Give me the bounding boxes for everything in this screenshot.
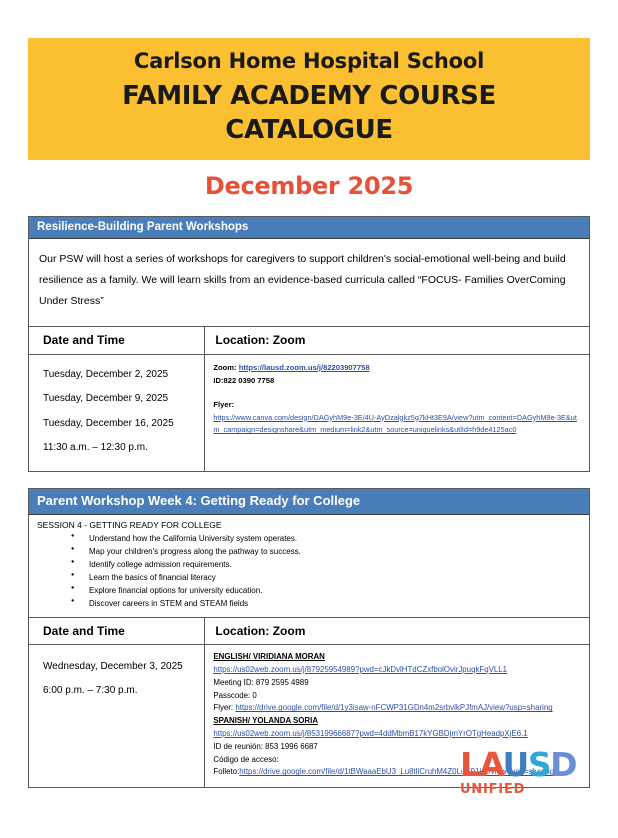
section2-header: Parent Workshop Week 4: Getting Ready for College bbox=[29, 489, 589, 515]
spanish-zoom-link-row bbox=[213, 728, 581, 741]
section2-date-header: Date and Time bbox=[29, 618, 204, 646]
catalogue-title: FAMILY ACADEMY COURSE CATALOGUE bbox=[122, 81, 496, 146]
month-year-subtitle: December 2025 bbox=[204, 171, 414, 200]
list-item: ● Understand how the California University system operates. bbox=[89, 533, 581, 546]
spanish-flyer-link[interactable]: https://drive.google.com/file/d/1tBWaaaEbU3_Lu8tliCruhM4Z0LuE91kK/view?usp=sharing bbox=[239, 767, 555, 777]
list-item: ● Explore financial options for university education. bbox=[89, 585, 581, 598]
section2-location-header: Location: Zoom bbox=[205, 618, 589, 646]
spanish-zoom-link[interactable]: https://us02web.zoom.us/j/85319966687?pwd=4ddMbmB17kYGBDjmYrOTgHeadpXjE6.1 bbox=[213, 728, 528, 738]
spanish-flyer-label: Folleto: bbox=[213, 767, 240, 777]
english-flyer-label: Flyer: bbox=[213, 703, 234, 713]
spanish-meeting-id: ID de reunión: 853 1996 6687 bbox=[213, 741, 318, 751]
english-flyer-link[interactable]: https://drive.google.com/file/d/1y3isaw-nFCWP31GDn4m2srbvlkPJfmAJ/view?usp=sharing bbox=[235, 703, 553, 713]
english-passcode: Passcode: 0 bbox=[213, 690, 257, 700]
session-objectives-list bbox=[37, 533, 581, 611]
section1-header: Resilience-Building Parent Workshops bbox=[29, 217, 589, 239]
section2-date-column bbox=[29, 618, 205, 788]
flyer-link[interactable]: https://www.canva.com/design/DAGyhM9e-3E/4U-AyDzalgkz5g7kHt3E9A/view?utm_content=DAGyhM9e-3E&utm_campaign=designshare&utm_medium=link2&utm_source=uniquelinks&utlId=h9de4125ac0 bbox=[213, 412, 577, 435]
list-item: ● Map your children's progress along the pathway to success. bbox=[89, 546, 581, 559]
section2-date-body bbox=[29, 645, 204, 712]
flyer-url-row bbox=[213, 412, 581, 437]
english-flyer-row bbox=[213, 702, 581, 715]
zoom-meeting-id: ID:822 0390 7758 bbox=[213, 376, 275, 386]
school-name: Carlson Home Hospital School bbox=[133, 49, 485, 73]
time-line: 6:00 p.m. – 7:30 p.m. bbox=[43, 684, 138, 696]
spanish-presenter-name: SPANISH/ YOLANDA SORIA bbox=[213, 716, 319, 726]
date-line: Wednesday, December 3, 2025 bbox=[43, 661, 183, 673]
section1-location-column bbox=[205, 327, 589, 471]
list-item: ● Learn the basics of financial literacy bbox=[89, 572, 581, 585]
date-line: Tuesday, December 9, 2025 bbox=[43, 393, 169, 405]
logo-la: LA bbox=[459, 745, 503, 784]
english-zoom-link[interactable]: https://us02web.zoom.us/j/87925954989?pwd=cJkDvlHTdCZxfbolOvirJpuqkFqVLL1 bbox=[213, 664, 508, 674]
section1-date-body bbox=[29, 355, 204, 471]
section-college-workshop bbox=[28, 488, 590, 788]
time-line: 11:30 a.m. – 12:30 p.m. bbox=[43, 442, 148, 454]
section-resilience-workshops bbox=[28, 216, 590, 472]
logo-unified-text: UNIFIED bbox=[459, 782, 526, 797]
section1-table bbox=[29, 327, 589, 471]
english-session-block bbox=[213, 651, 581, 715]
logo-u: U bbox=[502, 745, 528, 784]
lausd-wordmark bbox=[459, 745, 576, 784]
section2-session-block bbox=[29, 515, 589, 617]
english-meeting-id: Meeting ID: 879 2595 4989 bbox=[213, 677, 309, 687]
masthead-banner bbox=[28, 38, 590, 160]
english-presenter-name: ENGLISH/ VIRIDIANA MORAN bbox=[213, 652, 325, 662]
flyer-label: Flyer: bbox=[213, 400, 235, 410]
section1-date-header: Date and Time bbox=[29, 327, 204, 355]
section1-location-header: Location: Zoom bbox=[205, 327, 589, 355]
logo-s: S bbox=[527, 745, 551, 784]
list-item: ● Identify college admission requirements. bbox=[89, 559, 581, 572]
date-line: Tuesday, December 16, 2025 bbox=[43, 417, 174, 429]
date-line: Tuesday, December 2, 2025 bbox=[43, 368, 169, 380]
section1-location-body bbox=[205, 355, 589, 445]
spanish-passcode: Código de acceso: bbox=[213, 754, 279, 764]
section1-intro-text: Our PSW will host a series of workshops for caregivers to support children's social-emotional well-being and build resilience as a family. We will learn skills from an evidence-based curricula called “FOCUS- Families OverComing Under Stress” bbox=[29, 239, 589, 327]
logo-d: D bbox=[550, 745, 576, 784]
zoom-link-row bbox=[213, 361, 581, 374]
zoom-label: Zoom: bbox=[213, 362, 237, 372]
list-item: ● Discover careers in STEM and STEAM fields bbox=[89, 598, 581, 611]
zoom-meeting-link[interactable]: https://lausd.zoom.us/j/82203907758 bbox=[238, 362, 370, 372]
session-title: SESSION 4 - GETTING READY FOR COLLEGE bbox=[37, 520, 222, 531]
document-page bbox=[0, 38, 618, 838]
english-zoom-link-row bbox=[213, 664, 581, 677]
section1-date-column bbox=[29, 327, 205, 471]
lausd-logo bbox=[459, 745, 576, 797]
